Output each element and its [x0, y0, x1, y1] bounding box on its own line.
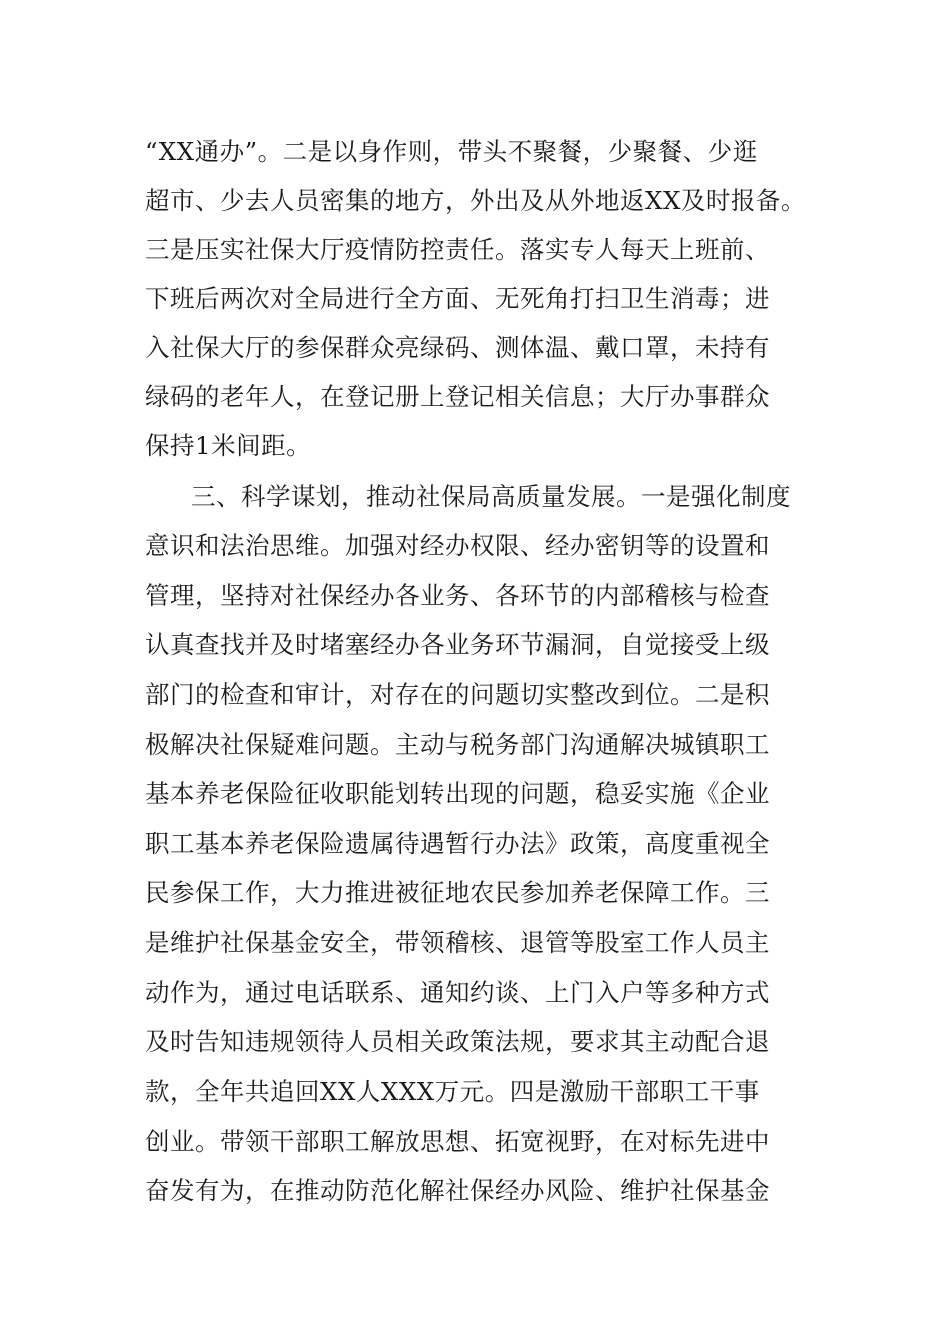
text-line: 部门的检查和审计，对存在的问题切实整改到位。二是积	[145, 680, 770, 709]
text-line: 基本养老保险征收职能划转出现的问题，稳妥实施《企业	[145, 779, 770, 808]
text-line: 超市、少去人员密集的地方，外出及从外地返XX及时报备。	[145, 186, 806, 215]
text-line: 意识和法治思维。加强对经办权限、经办密钥等的设置和	[145, 531, 770, 560]
text-line: 民参保工作，大力推进被征地农民参加养老保障工作。三	[145, 878, 770, 907]
text-line: 职工基本养老保险遗属待遇暂行办法》政策，高度重视全	[145, 829, 770, 858]
text-line: 款，全年共追回XX人XXX万元。四是激励干部职工干事	[145, 1077, 760, 1106]
paragraph-heading-line: 三、科学谋划，推动社保局高质量发展。一是强化制度	[191, 482, 791, 511]
text-line: 绿码的老年人，在登记册上登记相关信息；大厅办事群众	[145, 382, 770, 411]
text-line: 管理，坚持对社保经办各业务、各环节的内部稽核与检查	[145, 581, 770, 610]
text-line: 奋发有为，在推动防范化解社保经办风险、维护社保基金	[145, 1176, 770, 1205]
text-line: 认真查找并及时堵塞经办各业务环节漏洞，自觉接受上级	[145, 630, 770, 659]
text-line: 极解决社保疑难问题。主动与税务部门沟通解决城镇职工	[145, 730, 770, 759]
text-line: 动作为，通过电话联系、通知约谈、上门入户等多种方式	[145, 978, 770, 1007]
text-line: 入社保大厅的参保群众亮绿码、测体温、戴口罩，未持有	[145, 333, 770, 362]
text-line: 是维护社保基金安全，带领稽核、退管等股室工作人员主	[145, 928, 770, 957]
text-line: 及时告知违规领待人员相关政策法规，要求其主动配合退	[145, 1027, 770, 1056]
text-line: 三是压实社保大厅疫情防控责任。落实专人每天上班前、	[145, 235, 770, 264]
text-line: “XX通办”。二是以身作则，带头不聚餐，少聚餐、少逛	[145, 137, 758, 166]
text-line: 下班后两次对全局进行全方面、无死角打扫卫生消毒；进	[145, 284, 770, 313]
text-line: 创业。带领干部职工解放思想、拓宽视野，在对标先进中	[145, 1127, 770, 1156]
text-line: 保持1米间距。	[145, 431, 312, 460]
